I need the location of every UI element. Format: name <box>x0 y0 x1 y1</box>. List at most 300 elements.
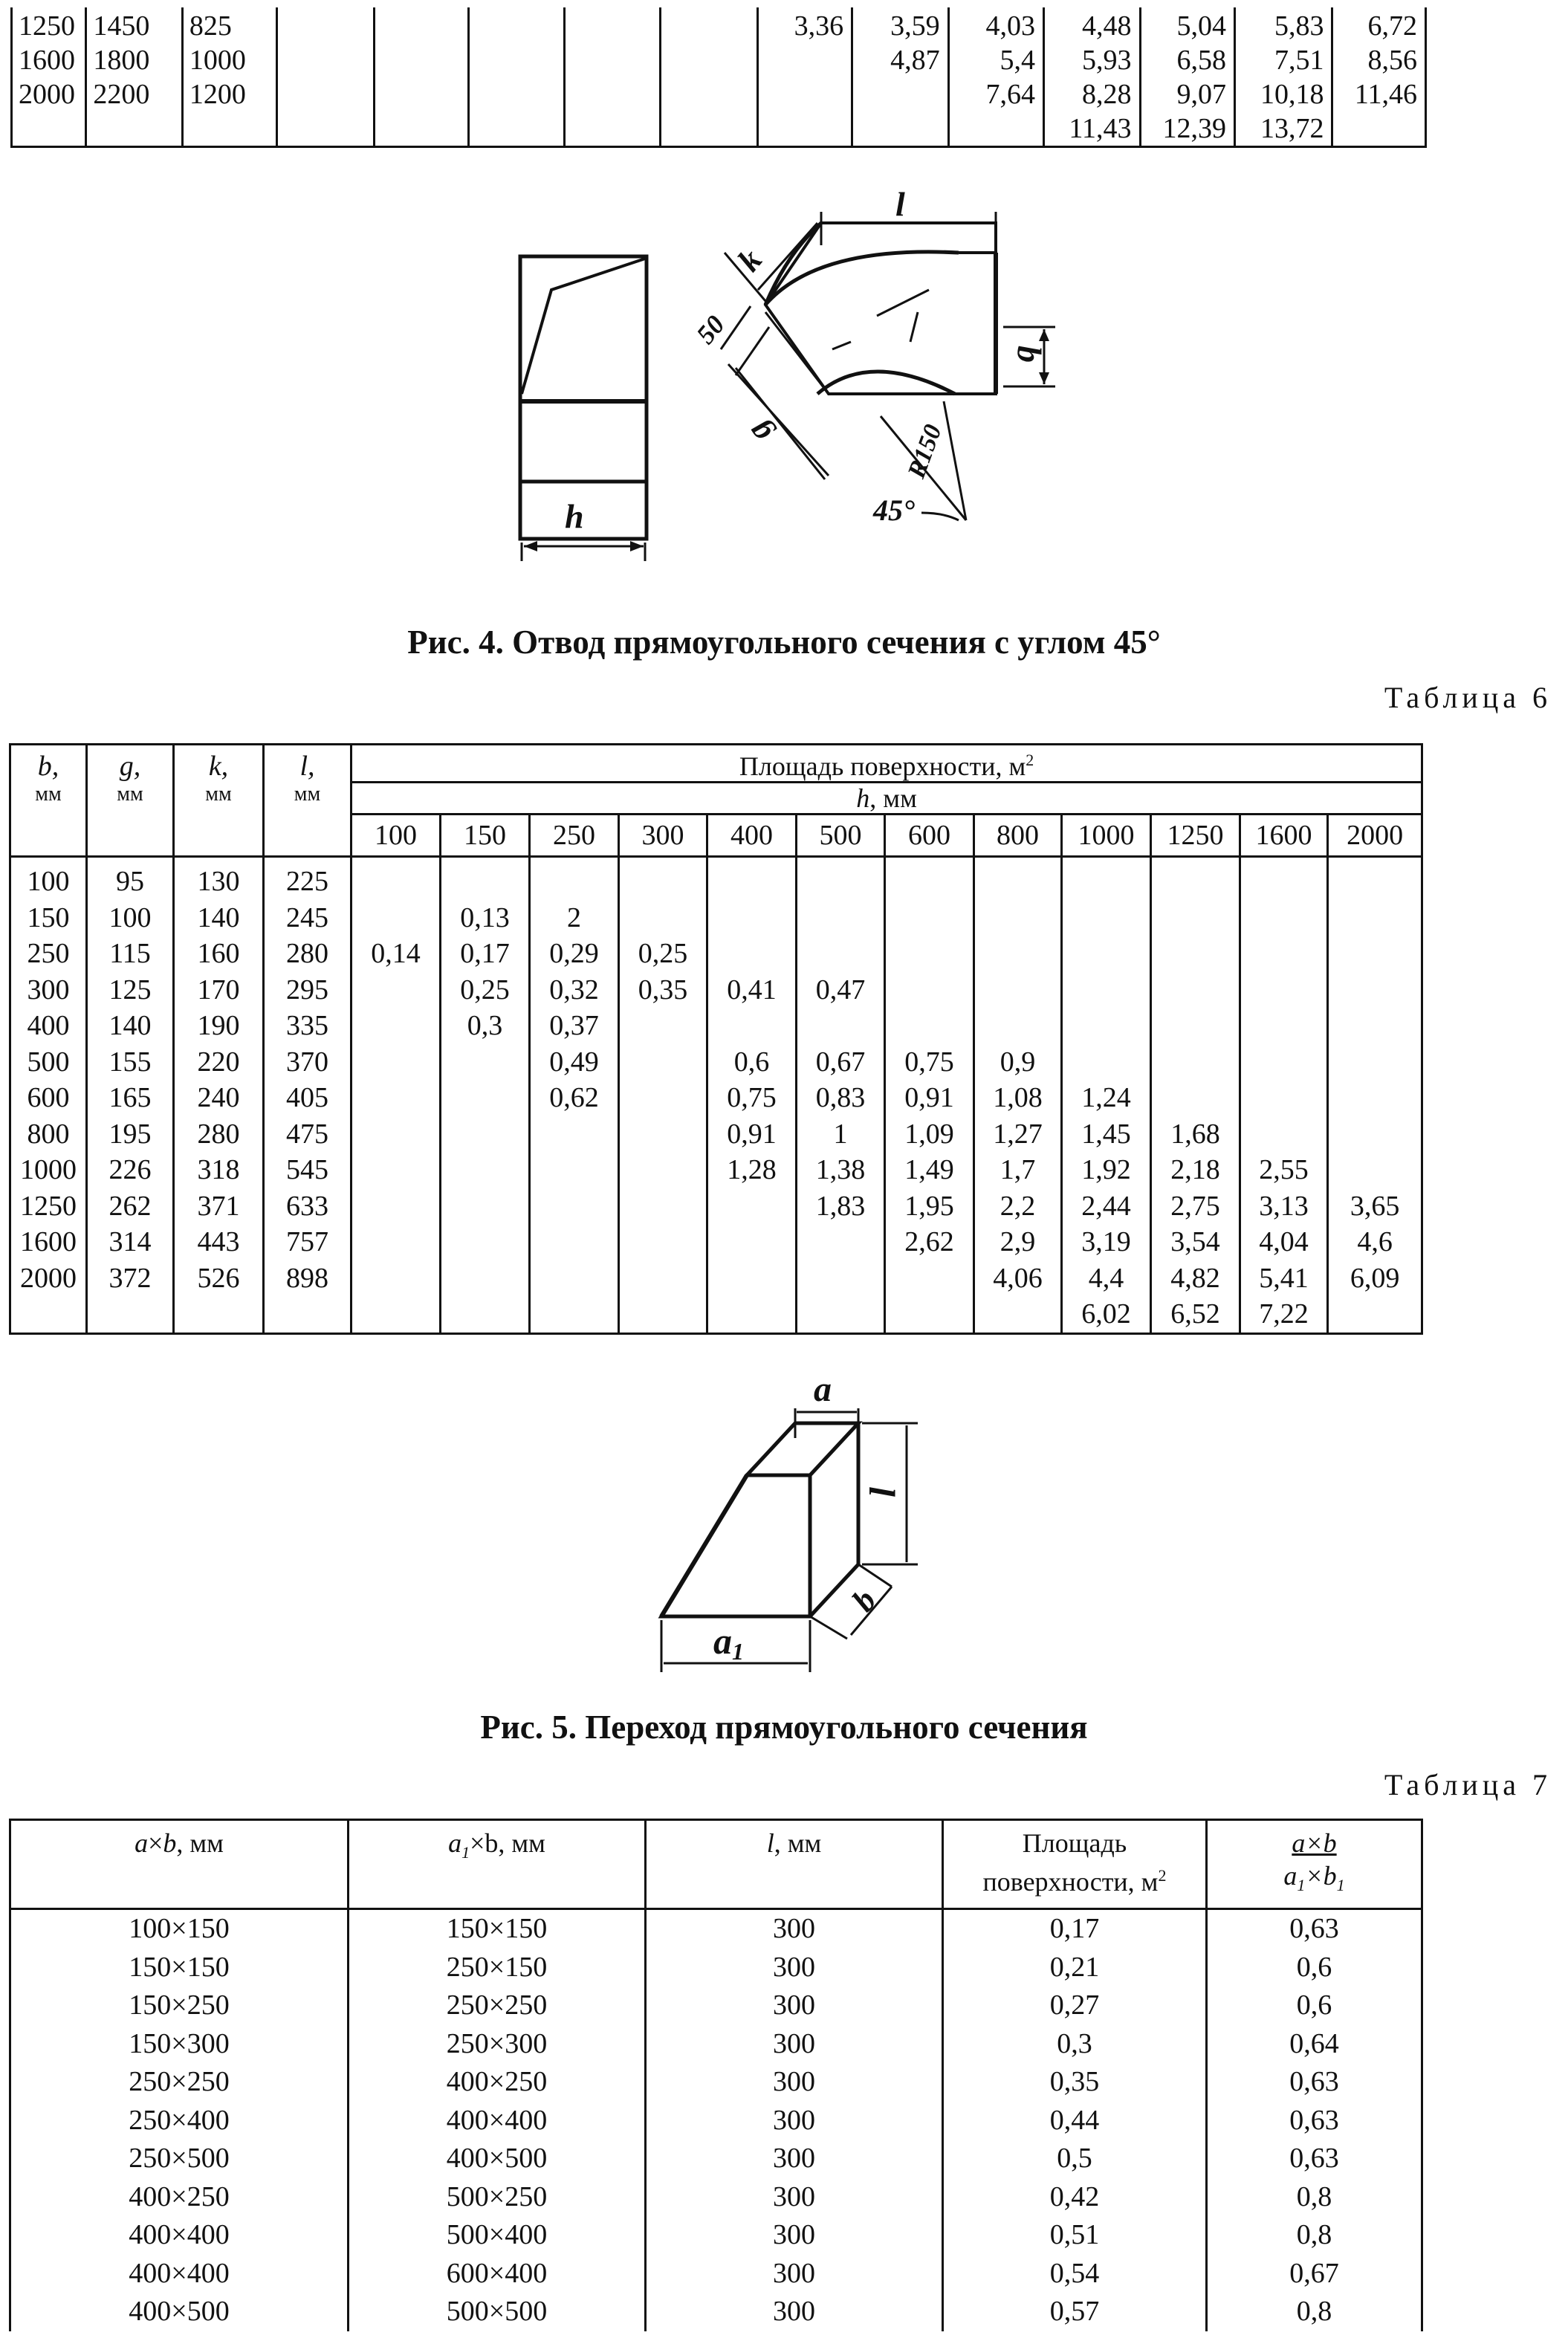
table-cell <box>797 857 885 900</box>
table-cell <box>469 43 564 77</box>
table-cell: 0,35 <box>619 972 707 1008</box>
table-cell: 100×150 <box>10 1909 349 1949</box>
table-cell <box>619 1260 707 1297</box>
table-cell <box>797 1260 885 1297</box>
table-cell <box>351 1044 441 1081</box>
table-cell <box>564 77 660 111</box>
table-cell: 150×300 <box>10 2025 349 2064</box>
table-cell <box>351 1116 441 1153</box>
table-cell <box>351 1152 441 1188</box>
table-row <box>10 2025 1422 2064</box>
table-cell <box>661 7 757 43</box>
table-cell: 3,54 <box>1151 1224 1240 1260</box>
table-cell: 0,6 <box>1207 1987 1422 2025</box>
table-cell: 1,83 <box>797 1188 885 1225</box>
table-cell: 0,47 <box>797 972 885 1008</box>
table-cell: 372 <box>87 1260 174 1297</box>
table-cell: 0,6 <box>707 1044 797 1081</box>
col-a1b-header: $a_1\times b$, мм <box>349 1820 646 1909</box>
dim-l-label: l <box>895 185 905 223</box>
table-cell: 11,46 <box>1332 77 1426 111</box>
dim-a-label: a <box>814 1370 832 1409</box>
table-cell <box>351 900 441 936</box>
table-cell: 335 <box>264 1008 351 1044</box>
table-cell <box>277 43 374 77</box>
table-cell: 1,08 <box>974 1080 1062 1116</box>
table-row <box>10 1296 1422 1333</box>
table-cell: 0,57 <box>943 2293 1207 2331</box>
table-cell: 1,28 <box>707 1152 797 1188</box>
table-cell: 0,75 <box>707 1080 797 1116</box>
table-row <box>10 900 1422 936</box>
table-cell: 0,3 <box>943 2025 1207 2064</box>
table-cell: 0,67 <box>797 1044 885 1081</box>
table-cell <box>530 1224 619 1260</box>
table-cell: 0,8 <box>1207 2216 1422 2255</box>
table-cell: 400×250 <box>349 2063 646 2102</box>
table-cell <box>707 900 797 936</box>
table-cell: 140 <box>174 900 264 936</box>
table-cell: 1200 <box>182 77 276 111</box>
table-cell: 825 <box>182 7 276 43</box>
h-value-header: 250 <box>530 815 619 857</box>
table-cell <box>441 1188 530 1225</box>
table-cell <box>1240 936 1328 972</box>
table-cell: 0,8 <box>1207 2178 1422 2217</box>
table-cell: 4,6 <box>1328 1224 1422 1260</box>
table-cell: 300 <box>646 1987 943 2025</box>
table-row <box>10 2255 1422 2293</box>
table-cell: 300 <box>646 2025 943 2064</box>
col-l-header: l, мм <box>646 1820 943 1909</box>
table-cell <box>852 111 948 147</box>
dim-50-label: 50 <box>690 309 730 350</box>
table-cell: 1,68 <box>1151 1116 1240 1153</box>
table-cell <box>1240 1008 1328 1044</box>
table-cell <box>469 7 564 43</box>
table-row <box>12 43 1426 77</box>
table-cell <box>757 77 852 111</box>
h-value-header: 1250 <box>1151 815 1240 857</box>
table-cell: 165 <box>87 1080 174 1116</box>
table-row <box>10 1188 1422 1225</box>
table-cell: 190 <box>174 1008 264 1044</box>
table-cell: 4,48 <box>1044 7 1140 43</box>
table-cell: 250 <box>10 936 87 972</box>
table-cell: 2,55 <box>1240 1152 1328 1188</box>
table-cell: 5,04 <box>1140 7 1234 43</box>
table-cell: 0,63 <box>1207 2063 1422 2102</box>
table-cell: 0,42 <box>943 2178 1207 2217</box>
h-value-header: 600 <box>885 815 974 857</box>
table-cell <box>661 77 757 111</box>
table-6-label: Таблица 6 <box>1384 681 1552 714</box>
table-cell: 9,07 <box>1140 77 1234 111</box>
table-cell <box>1328 1116 1422 1153</box>
table-cell: 600 <box>10 1080 87 1116</box>
table-cell: 2200 <box>86 77 182 111</box>
table-cell: 0,91 <box>707 1116 797 1153</box>
table-cell: 1000 <box>182 43 276 77</box>
figure-4-caption: Рис. 4. Отвод прямоугольного сечения с углом 45° <box>407 624 1161 661</box>
table-cell <box>469 111 564 147</box>
table-cell: 0,13 <box>441 900 530 936</box>
table-cell <box>619 857 707 900</box>
table-cell: 155 <box>87 1044 174 1081</box>
table-cell: 115 <box>87 936 174 972</box>
table-cell <box>619 1080 707 1116</box>
table-cell: 0,35 <box>943 2063 1207 2102</box>
table-cell <box>564 43 660 77</box>
col-ab-header: a×b, мм <box>10 1820 349 1909</box>
table-cell: 3,13 <box>1240 1188 1328 1225</box>
table-cell <box>351 1080 441 1116</box>
table-cell: 2,2 <box>974 1188 1062 1225</box>
table-cell: 6,58 <box>1140 43 1234 77</box>
table-cell: 2000 <box>10 1260 87 1297</box>
table-cell: 0,5 <box>943 2140 1207 2178</box>
table-cell <box>530 1260 619 1297</box>
table-cell <box>374 77 468 111</box>
area-header: Площадь поверхности, $м^2$ <box>351 745 1422 783</box>
table-cell: 0,9 <box>974 1044 1062 1081</box>
table-cell: 1250 <box>12 7 86 43</box>
dim-b-label: b <box>844 1582 884 1619</box>
table-cell: 1,27 <box>974 1116 1062 1153</box>
table-row <box>10 1044 1422 1081</box>
table-cell: 170 <box>174 972 264 1008</box>
table-cell <box>619 1188 707 1225</box>
table-row <box>10 2102 1422 2140</box>
table-cell: 443 <box>174 1224 264 1260</box>
h-value-header: 100 <box>351 815 441 857</box>
table-cell <box>948 111 1043 147</box>
elbow-side-view <box>520 256 647 539</box>
table-cell: 1250 <box>10 1188 87 1225</box>
h-value-header: 2000 <box>1328 815 1422 857</box>
table-cell: 526 <box>174 1260 264 1297</box>
table-cell: 7,22 <box>1240 1296 1328 1333</box>
table-cell <box>441 1152 530 1188</box>
table-cell: 300 <box>646 1949 943 1987</box>
table-cell <box>707 857 797 900</box>
table-cell: 160 <box>174 936 264 972</box>
table-cell <box>797 1008 885 1044</box>
table-cell <box>469 77 564 111</box>
table-cell: 1600 <box>12 43 86 77</box>
table-cell: 405 <box>264 1080 351 1116</box>
table-cell: 2 <box>530 900 619 936</box>
table-cell: 250×300 <box>349 2025 646 2064</box>
table-cell <box>885 936 974 972</box>
table-row <box>12 111 1426 147</box>
table-row <box>10 2063 1422 2102</box>
table-cell: 1,92 <box>1062 1152 1151 1188</box>
table-cell <box>707 1008 797 1044</box>
table-row <box>10 1152 1422 1188</box>
table-cell <box>1062 1044 1151 1081</box>
table-cell <box>797 900 885 936</box>
table-cell: 300 <box>646 2102 943 2140</box>
table-cell: 280 <box>264 936 351 972</box>
table-cell <box>10 1296 87 1333</box>
table-row <box>10 1987 1422 2025</box>
table-row <box>10 2216 1422 2255</box>
table-cell: 5,83 <box>1234 7 1332 43</box>
table-cell: 400×400 <box>349 2102 646 2140</box>
table-cell <box>1240 1080 1328 1116</box>
table-cell: 0,44 <box>943 2102 1207 2140</box>
table-cell <box>885 857 974 900</box>
table-cell <box>619 1152 707 1188</box>
table-cell <box>351 1008 441 1044</box>
table-cell <box>277 7 374 43</box>
table-cell: 1,95 <box>885 1188 974 1225</box>
table-cell <box>564 111 660 147</box>
table-cell <box>619 1296 707 1333</box>
dim-b-label: b <box>1011 346 1049 363</box>
table-cell: 150 <box>10 900 87 936</box>
table-cell: 300 <box>646 2293 943 2331</box>
table-cell <box>264 1296 351 1333</box>
table-cell <box>974 900 1062 936</box>
table-cell: 1 <box>797 1116 885 1153</box>
table-cell: 500×500 <box>349 2293 646 2331</box>
table-cell: 2,75 <box>1151 1188 1240 1225</box>
table-cell: 500 <box>10 1044 87 1081</box>
table-cell: 0,25 <box>619 936 707 972</box>
h-value-header: 1600 <box>1240 815 1328 857</box>
table-row <box>12 77 1426 111</box>
table-cell: 6,09 <box>1328 1260 1422 1297</box>
table-cell: 2000 <box>12 77 86 111</box>
table-cell <box>530 857 619 900</box>
table-cell: 400×500 <box>349 2140 646 2178</box>
table-cell <box>1240 900 1328 936</box>
table-cell: 4,4 <box>1062 1260 1151 1297</box>
table-cell <box>351 1224 441 1260</box>
table-row <box>10 972 1422 1008</box>
table-cell <box>885 972 974 1008</box>
table-cell <box>797 1224 885 1260</box>
table-cell: 0,37 <box>530 1008 619 1044</box>
table-cell: 280 <box>174 1116 264 1153</box>
table-cell: 0,25 <box>441 972 530 1008</box>
h-value-header: 400 <box>707 815 797 857</box>
table-7-label: Таблица 7 <box>1384 1768 1552 1801</box>
table-cell <box>885 900 974 936</box>
table-cell <box>441 1260 530 1297</box>
table-cell: 0,51 <box>943 2216 1207 2255</box>
table-cell: 1,45 <box>1062 1116 1151 1153</box>
table-cell <box>885 1296 974 1333</box>
table-cell: 898 <box>264 1260 351 1297</box>
col-area-header: Площадь поверхности, $м^2$ <box>943 1820 1207 1909</box>
figure-4-drawing <box>0 178 1568 580</box>
table-cell <box>351 1188 441 1225</box>
table-cell <box>441 857 530 900</box>
table-cell <box>1328 857 1422 900</box>
table-cell: 0,63 <box>1207 1909 1422 1949</box>
table-cell: 6,52 <box>1151 1296 1240 1333</box>
table-cell <box>441 1224 530 1260</box>
table-cell <box>564 7 660 43</box>
table-cell: 195 <box>87 1116 174 1153</box>
table-row <box>10 936 1422 972</box>
table-cell <box>852 77 948 111</box>
table-cell: 250×400 <box>10 2102 349 2140</box>
table-cell: 150×150 <box>349 1909 646 1949</box>
table-cell <box>757 43 852 77</box>
table-cell: 220 <box>174 1044 264 1081</box>
table-cell <box>974 857 1062 900</box>
table-cell: 226 <box>87 1152 174 1188</box>
table-cell: 500×400 <box>349 2216 646 2255</box>
table-cell: 1,7 <box>974 1152 1062 1188</box>
table-cell: 140 <box>87 1008 174 1044</box>
table-cell <box>707 1260 797 1297</box>
table-row <box>10 2140 1422 2178</box>
table-cell: 13,72 <box>1234 111 1332 147</box>
table-cell <box>797 936 885 972</box>
table-cell <box>1062 1008 1151 1044</box>
table-cell: 8,56 <box>1332 43 1426 77</box>
table-cell: 400×250 <box>10 2178 349 2217</box>
table-7 <box>9 1819 1423 2331</box>
table-cell <box>1328 1044 1422 1081</box>
table-cell <box>619 1224 707 1260</box>
table-cell <box>441 1080 530 1116</box>
table-cell: 2,18 <box>1151 1152 1240 1188</box>
table-cell: 295 <box>264 972 351 1008</box>
table-cell: 4,82 <box>1151 1260 1240 1297</box>
table-cell: 1,49 <box>885 1152 974 1188</box>
table-cell: 5,93 <box>1044 43 1140 77</box>
table-cell: 7,51 <box>1234 43 1332 77</box>
table-cell <box>1328 972 1422 1008</box>
table-cell: 2,9 <box>974 1224 1062 1260</box>
table-cell <box>1062 936 1151 972</box>
col-b-header: b, мм <box>10 745 87 857</box>
table-cell <box>661 43 757 77</box>
table-row <box>12 7 1426 43</box>
dim-h-label: h <box>565 497 584 535</box>
table-cell: 1800 <box>86 43 182 77</box>
h-value-header: 1000 <box>1062 815 1151 857</box>
dim-g-label: g <box>739 414 778 451</box>
table-cell <box>374 111 468 147</box>
table-cell: 0,83 <box>797 1080 885 1116</box>
angle-label: 45° <box>873 493 915 527</box>
table-cell: 1,24 <box>1062 1080 1151 1116</box>
table-cell <box>974 1296 1062 1333</box>
table-cell <box>1062 900 1151 936</box>
table-cell: 262 <box>87 1188 174 1225</box>
table-cell: 130 <box>174 857 264 900</box>
table-cell <box>530 1152 619 1188</box>
table-cell <box>885 1008 974 1044</box>
table-cell <box>707 936 797 972</box>
table-cell: 300 <box>646 2255 943 2293</box>
table-cell <box>351 1260 441 1297</box>
table-cell: 6,02 <box>1062 1296 1151 1333</box>
table-cell <box>1151 857 1240 900</box>
table-cell: 0,64 <box>1207 2025 1422 2064</box>
table-cell: 3,36 <box>757 7 852 43</box>
table-cell <box>757 111 852 147</box>
table-cell: 7,64 <box>948 77 1043 111</box>
table-cell: 0,3 <box>441 1008 530 1044</box>
table-cell <box>707 1296 797 1333</box>
table-cell <box>374 43 468 77</box>
table-cell: 757 <box>264 1224 351 1260</box>
table-cell: 225 <box>264 857 351 900</box>
table-cell <box>707 1188 797 1225</box>
table-cell: 2,62 <box>885 1224 974 1260</box>
table-cell: 0,14 <box>351 936 441 972</box>
table-cell: 10,18 <box>1234 77 1332 111</box>
table-cell: 1450 <box>86 7 182 43</box>
table-cell <box>277 111 374 147</box>
table-cell <box>1328 1080 1422 1116</box>
table-row <box>10 857 1422 900</box>
table-cell <box>441 1044 530 1081</box>
radius-label: R150 <box>902 421 947 482</box>
table-cell: 300 <box>646 2216 943 2255</box>
table-cell: 12,39 <box>1140 111 1234 147</box>
table-cell <box>87 1296 174 1333</box>
table-cell: 0,32 <box>530 972 619 1008</box>
h-value-header: 300 <box>619 815 707 857</box>
table-cell <box>619 1116 707 1153</box>
table-cell <box>1151 972 1240 1008</box>
table-row <box>10 1909 1422 1949</box>
table-cell: 300 <box>646 2140 943 2178</box>
table-cell: 400×400 <box>10 2255 349 2293</box>
table-cell: 240 <box>174 1080 264 1116</box>
table-cell: 125 <box>87 972 174 1008</box>
table-cell <box>707 1224 797 1260</box>
table-cell <box>12 111 86 147</box>
table-cell: 95 <box>87 857 174 900</box>
table-cell: 633 <box>264 1188 351 1225</box>
table-cell <box>619 900 707 936</box>
table-cell <box>441 1296 530 1333</box>
table-cell <box>974 936 1062 972</box>
table-cell: 0,27 <box>943 1987 1207 2025</box>
table-cell <box>1151 1008 1240 1044</box>
table-cell <box>1328 1296 1422 1333</box>
table-cell <box>661 111 757 147</box>
table-cell: 0,8 <box>1207 2293 1422 2331</box>
table-cell: 0,21 <box>943 1949 1207 1987</box>
table-cell: 500×250 <box>349 2178 646 2217</box>
table-cell: 8,28 <box>1044 77 1140 111</box>
table-cell: 100 <box>87 900 174 936</box>
table-cell <box>619 1044 707 1081</box>
table-cell <box>182 111 276 147</box>
table-cell: 0,62 <box>530 1080 619 1116</box>
h-value-header: 800 <box>974 815 1062 857</box>
table-cell <box>530 1116 619 1153</box>
table-cell <box>1328 936 1422 972</box>
table-cell: 4,04 <box>1240 1224 1328 1260</box>
figure-5-caption: Рис. 5. Переход прямоугольного сечения <box>480 1709 1088 1746</box>
table-cell <box>1328 900 1422 936</box>
table-cell: 2,44 <box>1062 1188 1151 1225</box>
table-cell <box>530 1188 619 1225</box>
dim-a1-label: a1 <box>713 1620 744 1665</box>
